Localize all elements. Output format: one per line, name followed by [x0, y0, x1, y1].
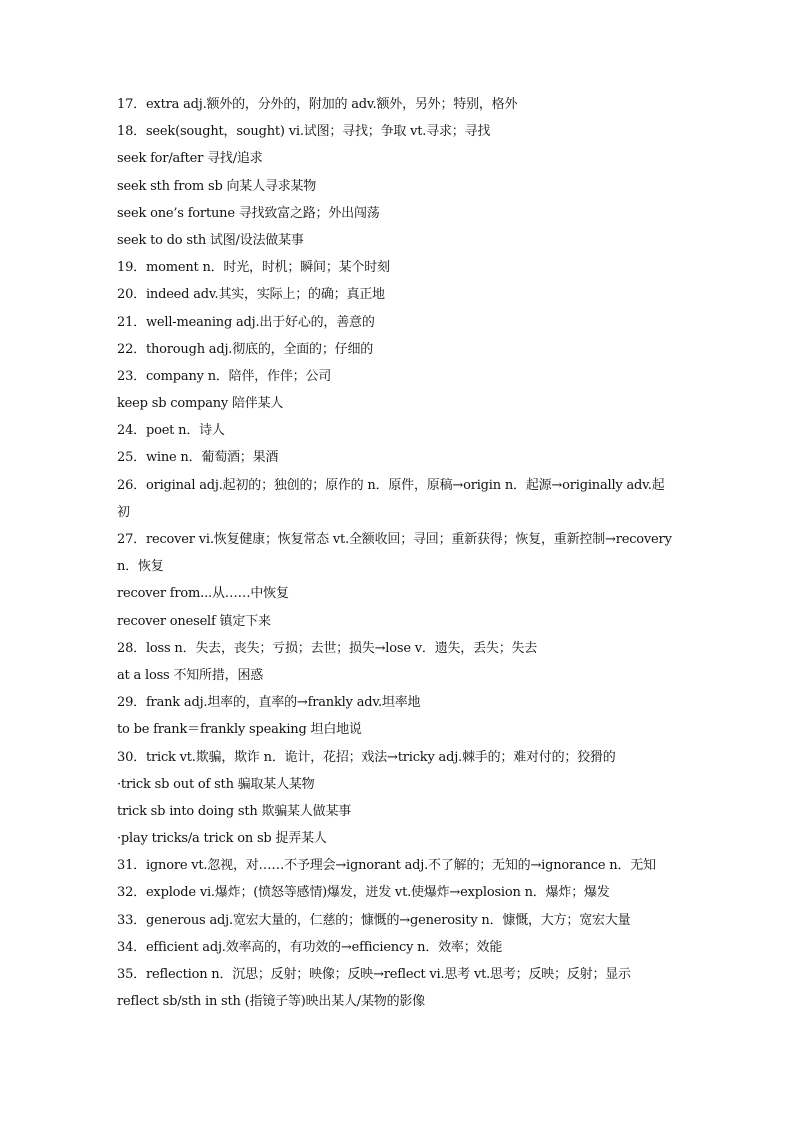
vocab-line: 31．ignore vt.忽视，对……不予理会→ignorant adj.不了解的；无知的→ignorance n．无知 — [117, 858, 656, 874]
vocab-line: 32．explode vi.爆炸；(愤怒等感情)爆发，迸发 vt.使爆炸→explosion n．爆炸；爆发 — [117, 885, 610, 901]
vocab-line: seek to do sth 试图/设法做某事 — [117, 232, 304, 248]
vocab-line: reflect sb/sth in sth (指镜子等)映出某人/某物的影像 — [117, 994, 425, 1010]
vocab-line: 35．reflection n．沉思；反射；映像；反映→reflect vi.思考 vt.思考；反映；反射；显示 — [117, 967, 631, 982]
vocab-line-continuation: 初 — [117, 504, 130, 520]
vocab-line: 23．company n．陪伴，作伴；公司 — [117, 368, 332, 384]
vocab-line: recover oneself 镇定下来 — [117, 613, 271, 629]
vocab-line: to be frank＝frankly speaking 坦白地说 — [117, 722, 362, 738]
vocab-line: 22．thorough adj.彻底的，全面的；仔细的 — [117, 341, 374, 357]
vocab-line: 28．loss n．失去，丧失；亏损；去世；损失→lose v．遗失，丢失；失去 — [117, 640, 538, 656]
vocab-line: 18．seek(sought，sought) vi.试图；寻找；争取 vt.寻求；寻找 — [117, 124, 491, 140]
vocab-line: 25．wine n．葡萄酒；果酒 — [117, 450, 279, 466]
vocab-line: seek one’s fortune 寻找致富之路；外出闯荡 — [117, 205, 380, 221]
vocab-line-continuation: n．恢复 — [117, 559, 164, 575]
vocab-line: 30．trick vt.欺骗，欺诈 n．诡计，花招；戏法→tricky adj.棘手的；难对付的；狡猾的 — [117, 749, 616, 765]
vocab-line: 33．generous adj.宽宏大量的，仁慈的；慷慨的→generosity n．慷慨，大方；宽宏大量 — [117, 912, 631, 928]
vocab-line: ·play tricks/a trick on sb 捉弄某人 — [117, 831, 327, 847]
vocabulary-list — [117, 94, 685, 1018]
vocab-line: recover from...从……中恢复 — [117, 586, 289, 602]
vocab-line: 29．frank adj.坦率的，直率的→frankly adv.坦率地 — [117, 695, 421, 711]
vocab-line: keep sb company 陪伴某人 — [117, 396, 284, 412]
vocab-line: trick sb into doing sth 欺骗某人做某事 — [117, 803, 352, 819]
vocab-line: 26．original adj.起初的；独创的；原作的 n．原件，原稿→origin n．起源→originally adv.起 — [117, 477, 665, 493]
vocab-line: at a loss 不知所措，困惑 — [117, 667, 264, 683]
vocab-line: 19．moment n．时光，时机；瞬间；某个时刻 — [117, 260, 390, 276]
vocab-line: 20．indeed adv.其实，实际上；的确；真正地 — [117, 287, 385, 303]
vocab-line: 34．efficient adj.效率高的，有功效的→efficiency n．效率；效能 — [117, 939, 503, 955]
vocab-line: 17．extra adj.额外的，分外的，附加的 adv.额外，另外；特别，格外 — [117, 97, 518, 112]
vocab-line: seek for/after 寻找/追求 — [117, 151, 263, 167]
vocab-line: seek sth from sb 向某人寻求某物 — [117, 178, 317, 194]
vocab-line: 24．poet n．诗人 — [117, 423, 225, 439]
vocab-line: 21．well-meaning adj.出于好心的，善意的 — [117, 314, 375, 330]
vocab-line: ·trick sb out of sth 骗取某人某物 — [117, 776, 315, 792]
vocab-line: 27．recover vi.恢复健康；恢复常态 vt.全额收回；寻回；重新获得；恢复，重新控制→recovery — [117, 532, 672, 547]
